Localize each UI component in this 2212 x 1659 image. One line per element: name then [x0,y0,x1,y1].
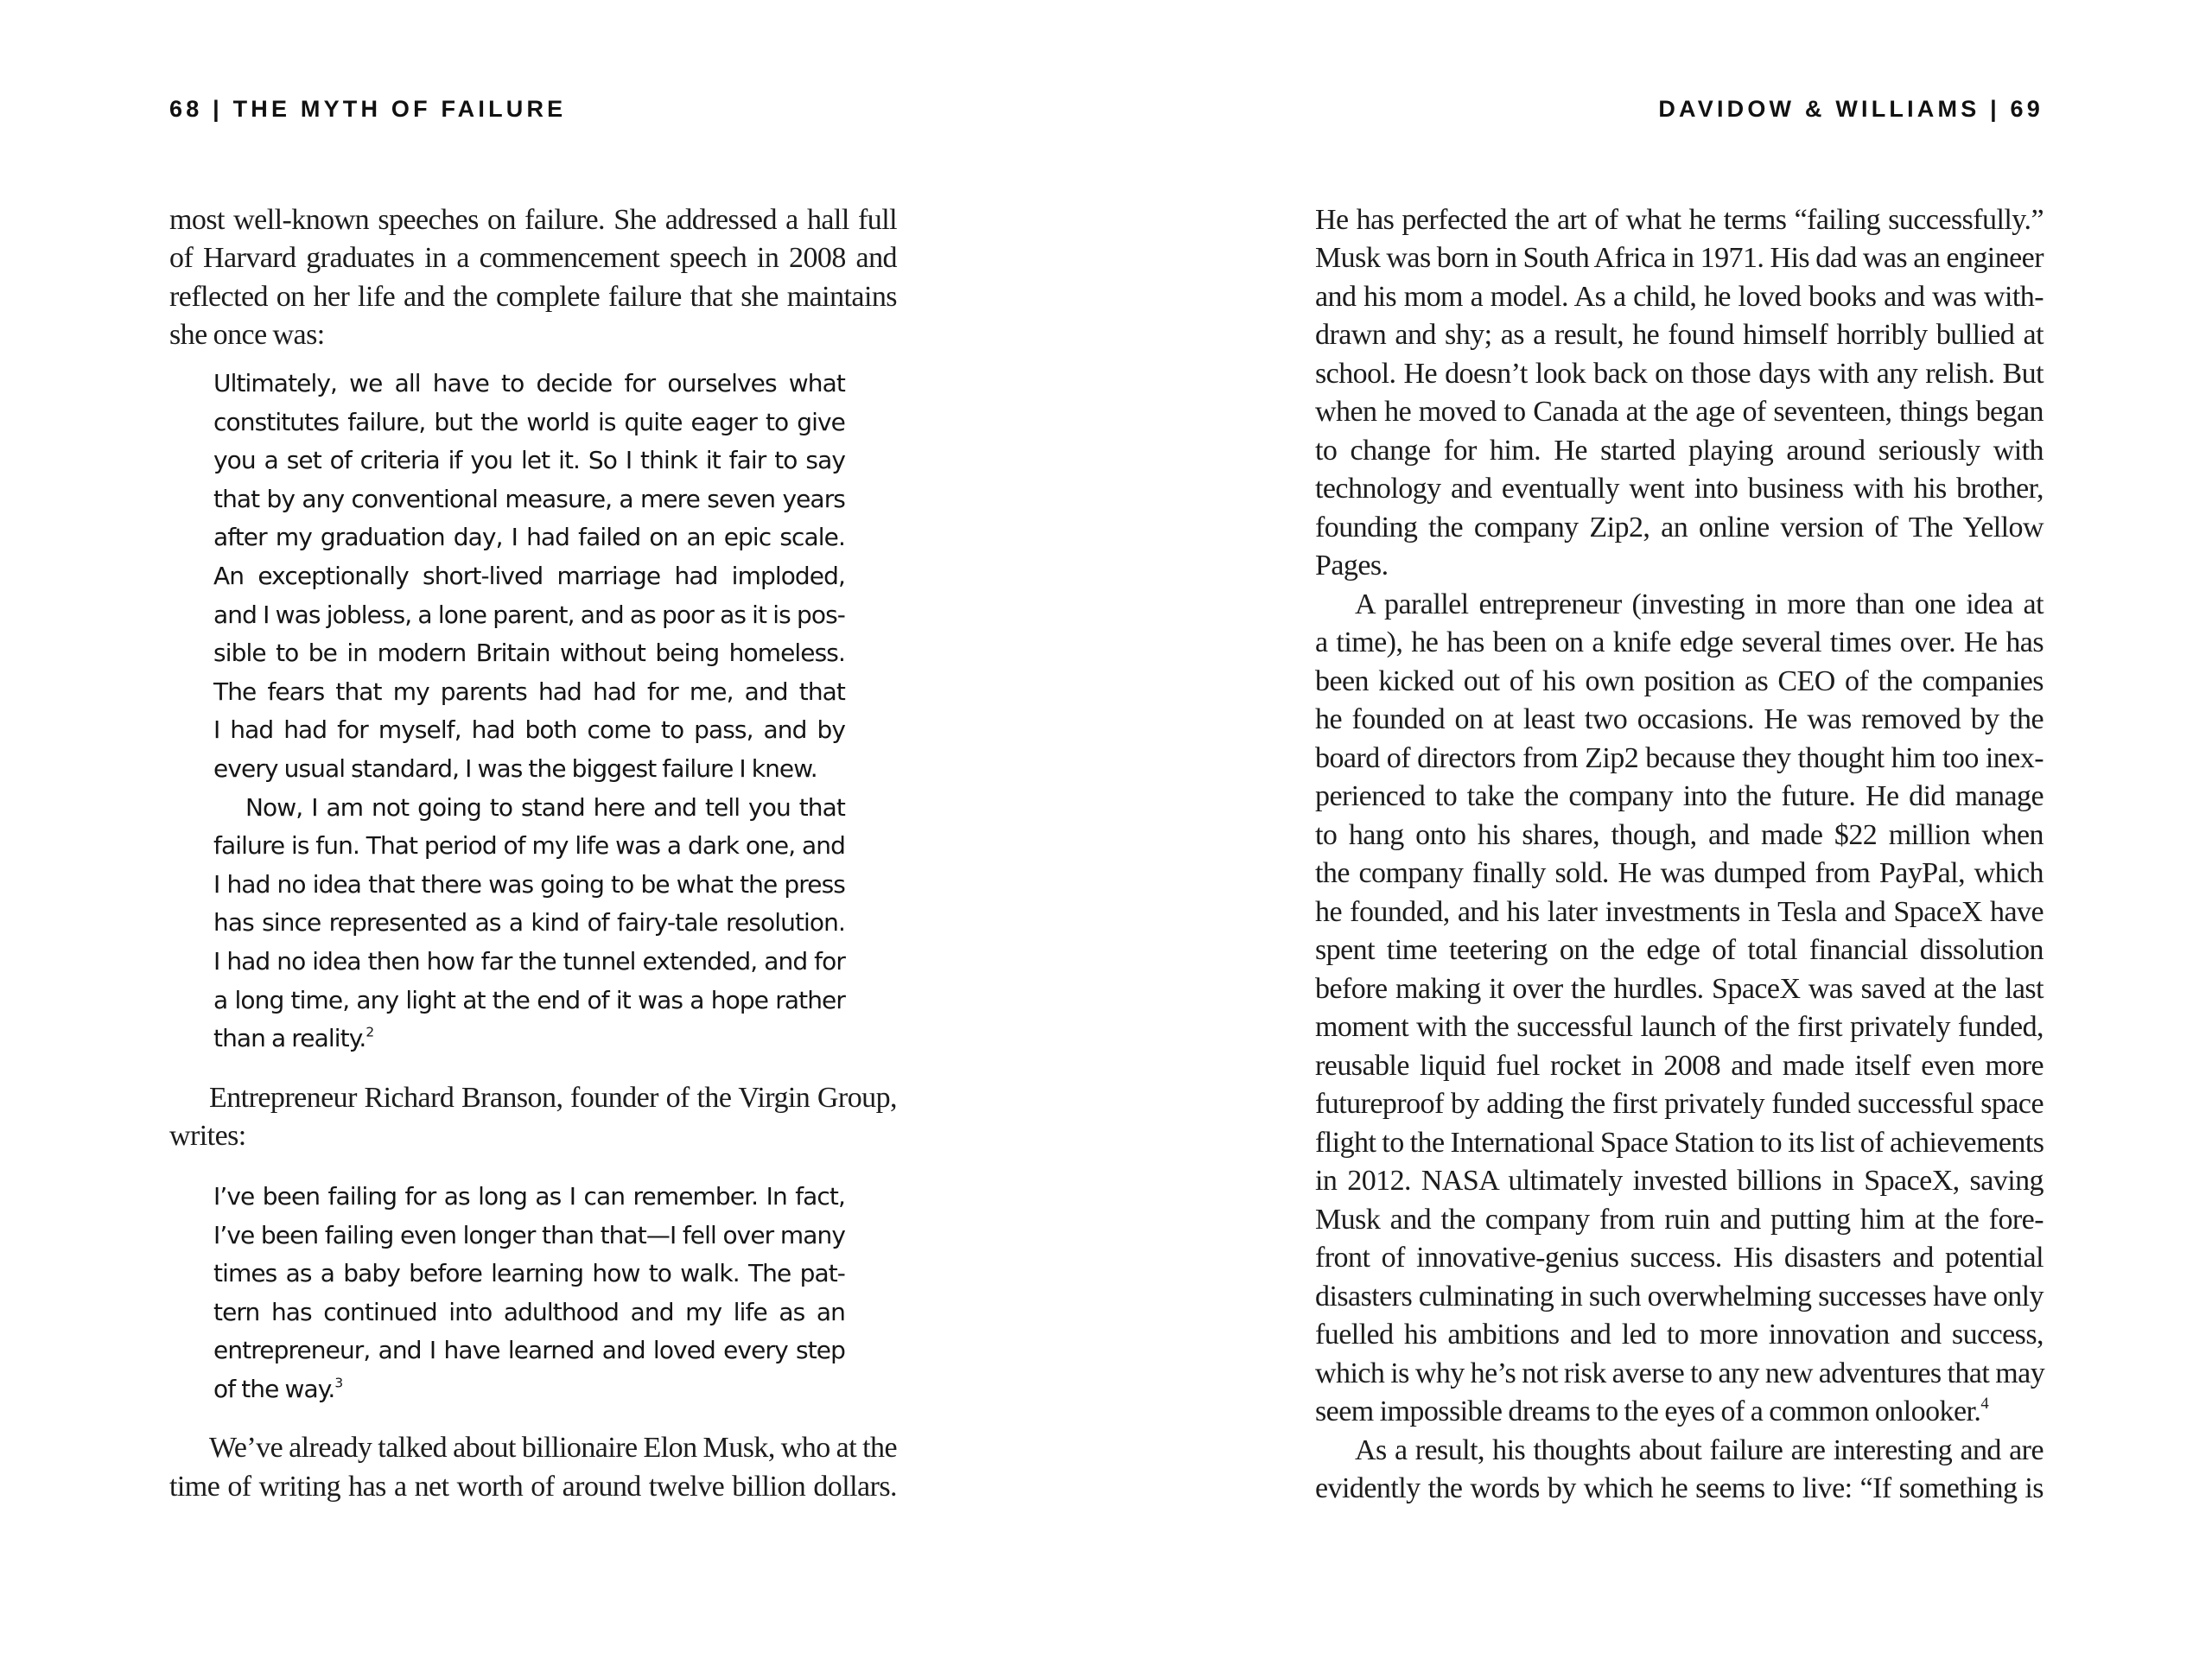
quote-line: and I was jobless, a lone parent, and as poor as it is pos- [213,601,845,629]
quote-line: has since represented as a kind of fairy-tale resolution. [213,908,845,937]
text-line: flight to the International Space Station to its list of achievements [1315,1127,2044,1159]
quote-line: that by any conventional measure, a mere seven years [213,485,845,513]
text-line: before making it over the hurdles. SpaceX was saved at the last [1315,973,2044,1005]
quote-line: I had had for myself, had both come to pass, and by [213,715,845,744]
text-line: to hang onto his shares, though, and made $22 million when [1315,819,2044,851]
quote-line: every usual standard, I was the biggest failure I knew. [213,754,817,783]
quote-line-text: than a reality. [213,1024,366,1052]
quote-line: I’ve been failing even longer than that—I fell over many [213,1221,845,1249]
text-line: to change for him. He started playing around seriously with [1315,435,2044,467]
text-line: most well-known speeches on failure. She addressed a hall full [169,204,897,236]
text-line: which is why he’s not risk averse to any new adventures that may [1315,1357,2045,1389]
text-line: in 2012. NASA ultimately invested billions in SpaceX, saving [1315,1165,2044,1197]
quote-line: after my graduation day, I had failed on an epic scale. [213,523,845,551]
text-line: a time), he has been on a knife edge several times over. He has [1315,626,2044,658]
text-line: disasters culminating in such overwhelming successes have only [1315,1281,2044,1313]
text-line: founding the company Zip2, an online version of The Yellow [1315,512,2044,543]
quote-line [213,1370,845,1408]
text-line: evidently the words by which he seems to live: “If something is [1315,1472,2044,1504]
quote-line: a long time, any light at the end of it was a hope rather [213,986,845,1014]
quote-line-text: of the way. [213,1375,335,1403]
text-line: he founded on at least two occasions. He was removed by the [1315,703,2044,735]
text-line: school. He doesn’t look back on those days with any relish. But [1315,358,2044,390]
quote-line: Now, I am not going to stand here and tell you that [245,793,845,822]
text-line: We’ve already talked about billionaire Elon Musk, who at the [209,1432,897,1464]
text-line: the company finally sold. He was dumped from PayPal, which [1315,857,2044,889]
text-line: been kicked out of his own position as CEO of the companies [1315,665,2044,697]
text-line: she once was: [169,319,325,351]
quote-line: constitutes failure, but the world is quite eager to give [213,408,845,436]
running-head-right: DAVIDOW & WILLIAMS | 69 [1658,96,2044,122]
text-line: He has perfected the art of what he terms “failing successfully.” [1315,204,2044,236]
text-line: board of directors from Zip2 because they thought him too inex- [1315,742,2044,774]
quote-line: I had no idea that there was going to be what the press [213,870,845,899]
text-line: he founded, and his later investments in Tesla and SpaceX have [1315,896,2044,928]
text-line: futureproof by adding the first privately funded successful space [1315,1088,2044,1120]
quote-line: you a set of criteria if you let it. So I think it fair to say [213,446,845,474]
right-page [1106,0,2212,1659]
text-line: time of writing has a net worth of around twelve billion dollars. [169,1471,897,1503]
text-line: front of innovative-genius success. His disasters and potential [1315,1242,2044,1274]
quote-line: entrepreneur, and I have learned and loved every step [213,1336,845,1364]
quote-line: An exceptionally short-lived marriage had imploded, [213,562,845,590]
quote-line: failure is fun. That period of my life was a dark one, and [213,831,845,860]
text-line: drawn and shy; as a result, he found himself horribly bullied at [1315,319,2044,351]
text-line: reusable liquid fuel rocket in 2008 and made itself even more [1315,1050,2044,1082]
quote-line: Ultimately, we all have to decide for ourselves what [213,369,845,397]
text-line: As a result, his thoughts about failure are interesting and are [1355,1434,2044,1466]
text-line [1315,1393,2044,1431]
text-line: A parallel entrepreneur (investing in more than one idea at [1355,588,2044,620]
text-line: Musk and the company from ruin and putting him at the fore- [1315,1204,2044,1236]
text-line: spent time teetering on the edge of total financial dissolution [1315,934,2044,966]
text-line: of Harvard graduates in a commencement speech in 2008 and [169,242,897,274]
quote-line: tern has continued into adulthood and my life as an [213,1298,845,1326]
quote-line [213,1020,845,1058]
text-line: fuelled his ambitions and led to more innovation and success, [1315,1319,2044,1351]
text-line: and his mom a model. As a child, he loved books and was with- [1315,281,2044,313]
quote-line: times as a baby before learning how to walk. The pat- [213,1259,845,1287]
text-line: writes: [169,1120,246,1152]
text-line: when he moved to Canada at the age of seventeen, things began [1315,396,2044,428]
footnote-marker-3[interactable]: 3 [334,1375,344,1391]
text-line: moment with the successful launch of the first privately funded, [1315,1011,2044,1043]
text-line: perienced to take the company into the future. He did manage [1315,780,2044,812]
text-line-content: seem impossible dreams to the eyes of a common onlooker. [1315,1395,1981,1427]
quote-line: I’ve been failing for as long as I can remember. In fact, [213,1182,845,1211]
quote-line: I had no idea then how far the tunnel extended, and for [213,947,845,976]
quote-line: sible to be in modern Britain without being homeless. [213,639,845,667]
text-line: Entrepreneur Richard Branson, founder of the Virgin Group, [209,1082,897,1114]
footnote-marker-2[interactable]: 2 [365,1024,375,1040]
footnote-marker-4[interactable]: 4 [1980,1394,1989,1413]
text-line: reflected on her life and the complete failure that she maintains [169,281,897,313]
text-line: technology and eventually went into business with his brother, [1315,473,2044,505]
text-line: Musk was born in South Africa in 1971. His dad was an engineer [1315,242,2044,274]
text-line: Pages. [1315,550,1389,582]
running-head-left: 68 | THE MYTH OF FAILURE [169,96,567,122]
quote-line: The fears that my parents had had for me, and that [213,677,845,706]
